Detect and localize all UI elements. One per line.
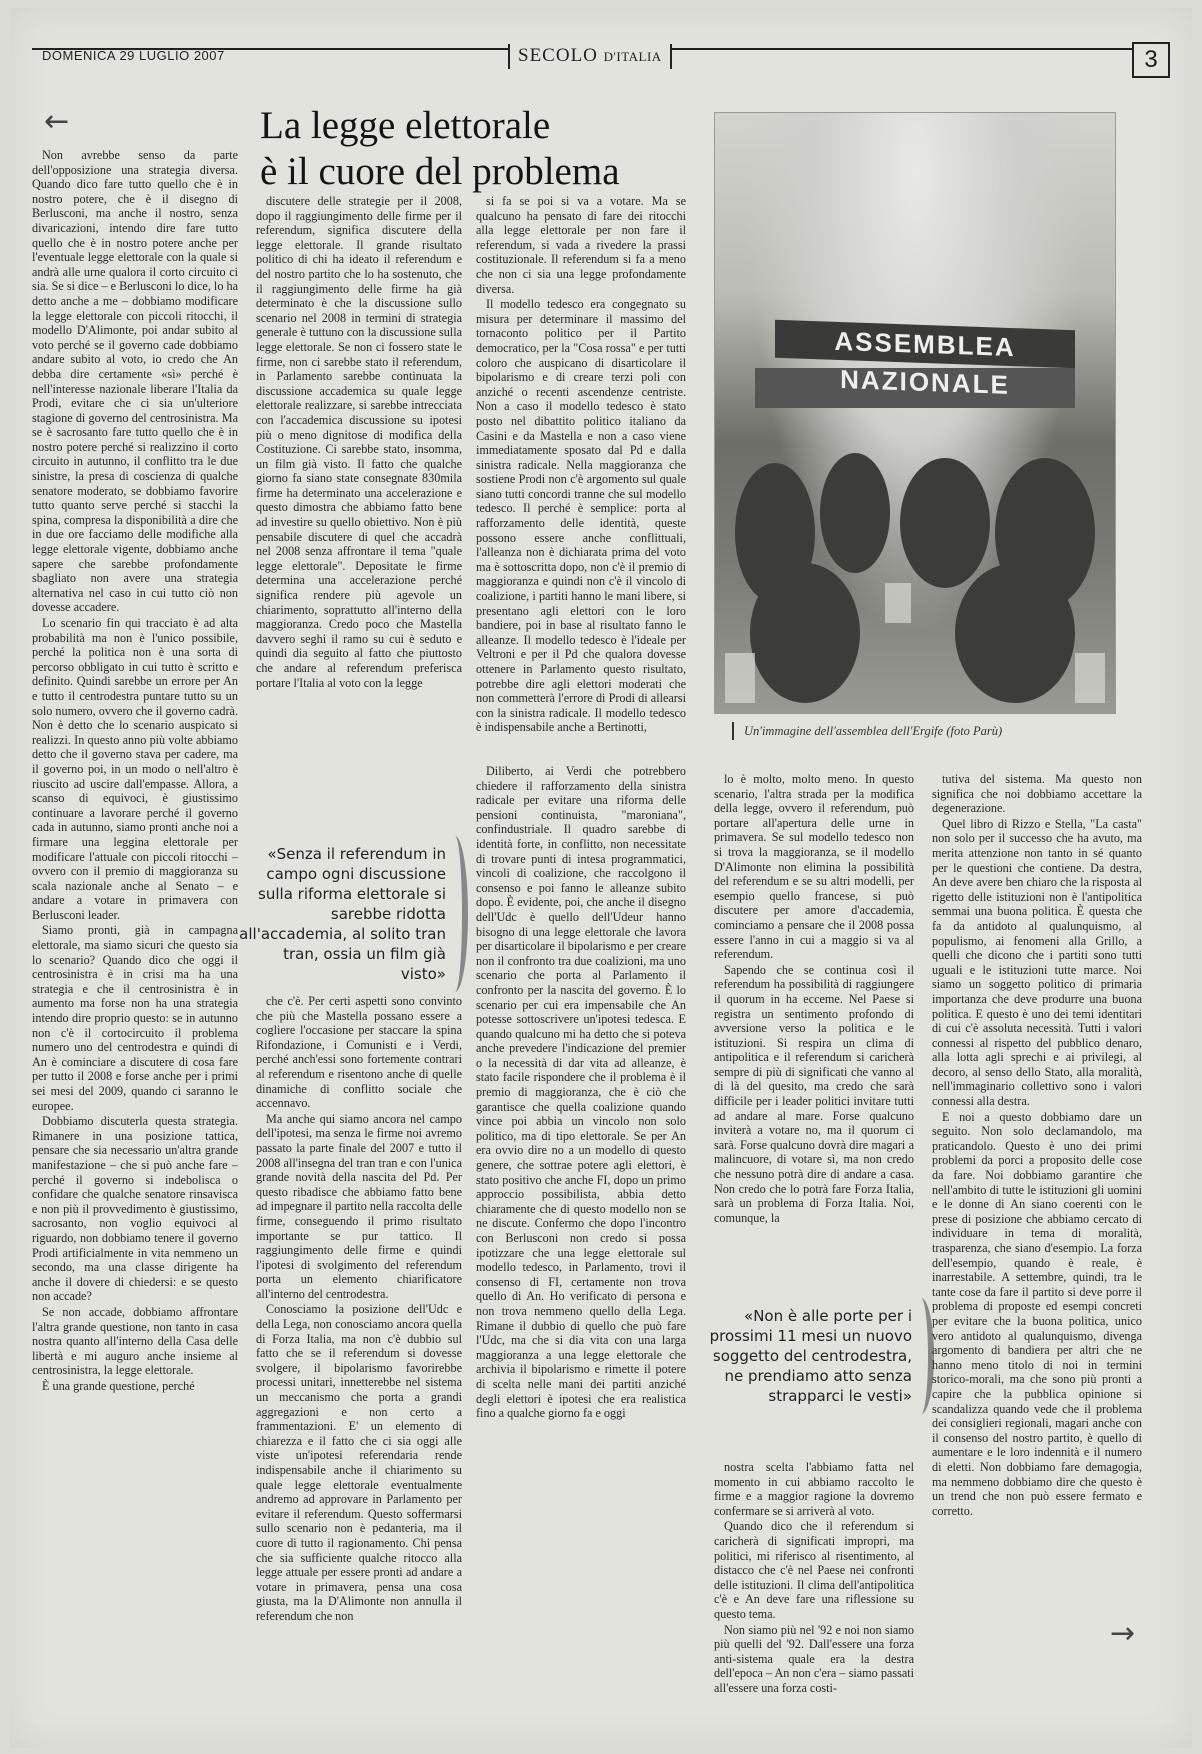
- text-column-3: [476, 194, 686, 794]
- article-paragraph: tutiva del sistema. Ma questo non significa che noi dobbiamo accettare la degenerazione.: [932, 772, 1142, 816]
- article-paragraph: Non avrebbe senso da parte dell'opposizione una strategia diversa. Quando dico fare tutto quello che è in nostro potere, che è il disegno di Berlusconi, ma anche il nostro, senza divaricazioni, intendo dire fare tutto quello che è in nostro potere anche per l'eventuale legge elettorale con la quale si andrà alle urne qualora il corto circuito ci sia. Se si dice – e Berlusconi lo dice, lo ha detto anche a me – dobbiamo modificare la legge elettorale con piccoli ritocchi, il modello D'Alimonte, poi andar subito al voto perché se il governo cade dobbiamo andare subito al voto, io credo che An debba dire certamente «sì» perché è nell'interesse nazionale liberare l'Italia da Prodi, evitare che ci sia un'ulteriore stagione di governo del centrosinistra. Ma se è sacrosanto fare tutto quello che è in nostro potere perché si realizzino il corto circuito in autunno, il conflitto tra le due sinistre, la presa di coscienza di qualche senatore moderato, se dobbiamo favorire tutto quanto serve perché si stacchi la spina, compresa la disponibilità a dire che in due ore facciamo delle modifiche alla legge elettorale vigente, dobbiamo anche sapere che sarebbe profondamente sbagliato non avere una strategia alternativa nel caso in cui tutto ciò non dovesse accadere.: [32, 148, 238, 615]
- pull-quote-1: [236, 844, 446, 984]
- article-paragraph: Siamo pronti, già in campagna elettorale, ma siamo sicuri che questo sia lo scenario? Quando dico che oggi il centrosinistra è in crisi ma ha una strategia e che il centrosinistra è in aumento ma forse non ha una strategia intendo dire proprio questo: se in autunno non c'è il cortocircuito il problema numero uno del centrodestra e quindi di An è cominciare a discutere di cosa fare per tutto il 2008 e forse anche per i primi sei mesi del 2009, quando ci saranno le europee.: [32, 923, 238, 1113]
- article-paragraph: lo è molto, molto meno. In questo scenario, l'altra strada per la modifica della legge, ovvero il referendum, può portare all'apertura delle urne in primavera. Se sul modello tedesco non si trova la maggioranza, se il modello D'Alimonte non elimina la possibilità del referendum e se su altri modelli, per esempio quello francese, si può discutere per amore d'accademia, cominciamo a pensare che il 2008 possa essere l'anno in cui a maggio si va al referendum.: [714, 772, 914, 962]
- masthead-suffix: D'ITALIA: [603, 49, 662, 64]
- article-paragraph: Quando dico che il referendum si caricherà di significati impropri, ma politici, mi riferisco al risentimento, al distacco che c'è nel Paese nei confronti delle istituzioni. Il clima dell'antipolitica c'è e An deve fare una riflessione su questo tema.: [714, 1519, 914, 1621]
- page-number: 3: [1132, 42, 1170, 78]
- pull-quote-2: [698, 1306, 912, 1406]
- headline-line-2: è il cuore del problema: [260, 150, 620, 193]
- text-column-6: [714, 772, 914, 1292]
- article-paragraph: Conosciamo la posizione dell'Udc e della Lega, non conosciamo ancora quella di Forza Italia, ma non c'è dubbio sul fatto che se il referendum si dovesse svolgere, il bipolarismo favorirebbe processi unitari, innetterebbe nel sistema un meccanismo che porta a grandi aggregazioni e non certo a frammentazioni. E' un elemento di chiarezza e il fatto che ci sia oggi alle viste un'ipotesi referendaria rende indispensabile anche il chiarimento su quale legge elettorale eventualmente andremo ad approvare in Parlamento per evitare il referendum. Questo soffermarsi sullo scenario non è pedanteria, ma il cuore di tutto il ragionamento. Chi pensa che sia sufficiente qualche ritocco alla legge attuale per essere pronti ad andare a votare in primavera, pensa una cosa giusta, ma la D'Alimonte non annulla il referendum che non: [256, 1302, 462, 1623]
- quote-bracket: [442, 836, 468, 992]
- arrow-right-icon[interactable]: →: [1110, 1616, 1136, 1651]
- article-headline: [260, 103, 730, 195]
- headline-line-1: La legge elettorale: [260, 104, 551, 147]
- masthead: [508, 44, 672, 69]
- photo-banner-text: ASSEMBLEA NAZIONALE: [775, 320, 1075, 368]
- assembly-photo: [714, 112, 1116, 714]
- issue-date: DOMENICA 29 LUGLIO 2007: [42, 48, 225, 63]
- pull-quote-1-text: «Senza il referendum in campo ogni discussione sulla riforma elettorale si sarebbe ridotta all'accademia, al solito tran tran, ossia un film già visto»: [239, 845, 446, 983]
- article-paragraph: Non siamo più nel '92 e noi non siamo più quelli del '92. Dall'essere una forza anti-sistema quale era la destra dell'epoca – An non c'era – siamo passati all'essere una forza costi-: [714, 1622, 914, 1695]
- photo-illustration: [715, 113, 1115, 713]
- article-paragraph: che c'è. Per certi aspetti sono convinto che più che Mastella possano essere a cogliere l'occasione per staccare la spina Rifondazione, i Comunisti e i Verdi, perché anch'essi sono fortemente contrari al referendum e risentono anche di quelle dinamiche di conflitto sociale che accennavo.: [256, 994, 462, 1111]
- masthead-title: SECOLO: [518, 45, 598, 66]
- article-paragraph: discutere delle strategie per il 2008, dopo il raggiungimento delle firme per il referendum, significa discutere della legge elettorale. Il grande risultato politico di chi ha ideato il referendum e del nostro partito che lo ha sostenuto, che il raggiungimento delle firme ha già determinato è che la discussione sullo scenario nel 2008 in termini di strategia generale è tuttuno con la discussione sulla legge elettorale. Se non ci fossero state le firme, non ci sarebbe stato il referendum, in Parlamento sarebbe continuata la discussione accademica su quale legge elettorale realizzare, si sarebbe intrecciata con l'accademica discussione su ipotesi più o meno dignitose di modifica della Costituzione. Ci sarebbe stato, insomma, un film già visto. Il fatto che qualche giorno fa siano state consegnate 830mila firme ha determinato una accelerazione e questo dimostra che abbiamo fatto bene ad investire su quello obiettivo. Non è più pensabile discutere di quel che accadrà nel 2008 senza affrontare il tema "quale legge elettorale". Depositate le firme determina una accelerazione perché significa rendere più agevole un chiarimento, soprattutto all'interno della maggioranza. Credo poco che Mastella davvero seghi il ramo su cui è seduto e quindi dia seguito al fatto che piuttosto che andare al referendum preferisca portare l'Italia al voto con la legge: [256, 194, 462, 690]
- article-paragraph: Dobbiamo discuterla questa strategia. Rimanere in una posizione tattica, pensare che sia necessario un'altra grande manifestazione – che si può anche fare – perché il governo si indebolisca o confidare che qualche senatore rinsavisca e non più il provvedimento è giustissimo, sacrosanto, non voglio equivoci al riguardo, non dobbiamo tenere il governo Prodi artificialmente in vita nemmeno un secondo, ma una classe dirigente ha anche il dovere di chiedersi: e se questo non accade?: [32, 1114, 238, 1304]
- article-paragraph: Sapendo che se continua così il referendum ha possibilità di raggiungere il quorum in ha ecceme. Nel Paese si registra un sentimento profondo di avversione verso la politica e le istituzioni. Si respira un clima di antipolitica e il referendum si caricherà sempre di più di significati che vanno al di là del quesito, ma credo che sarà difficile per i leader politici invitare tutti ad andare al mare. Forse qualcuno inviterà a votare no, ma il quorum ci sarà. Forse qualcuno dovrà dire magari a malincuore, di votare sì, ma non credo che nessuno potrà dire di andare a casa. Non credo che lo potrà fare Forza Italia, sarà un problema di Forza Italia. Noi, comunque, la: [714, 962, 914, 1225]
- pull-quote-2-text: «Non è alle porte per i prossimi 11 mesi un nuovo soggetto del centrodestra, ne prendiamo atto senza strapparci le vesti»: [709, 1307, 912, 1405]
- article-paragraph: Il modello tedesco era congegnato su misura per determinare il massimo del tornaconto politico per il Partito democratico, per la "Cosa rossa" e per tutti coloro che auspicano di disarticolare il bipolarismo e di creare terzi poli con anziché o recenti ascendenze centriste. Non a caso il modello tedesco è stato posto nel dibattito politico italiano da Casini e da Mastella e non a caso viene immediatamente sposato dal Pd e dalla sinistra radicale. Nella maggioranza che sostiene Prodi non c'è argomento sul quale siano tutti concordi tranne che sul modello tedesco. Il perché è semplice: porta al rafforzamento delle identità, queste possono essere anche conflittuali, l'alleanza non è dichiarata prima del voto ma è sottoscritta dopo, non c'è il premio di maggioranza e quindi non c'è il vincolo di coalizione, i partiti hanno le mani libere, si presentano agli elettori con le loro bandiere, poi in base al risultato fanno le alleanze. Il modello tedesco è l'ideale per Veltroni e per il Pd che qualora dovesse ottenere in Parlamento questo risultato, potrebbe dire agli elettori moderati che non commetterà l'errore di Prodi di allearsi con la sinistra radicale. Il modello tedesco è indispensabile anche a Bertinotti,: [476, 297, 686, 735]
- text-column-4: [256, 994, 462, 1738]
- article-paragraph: È una grande questione, perché: [42, 1378, 195, 1393]
- text-column-2: [256, 194, 462, 794]
- text-column-7: [932, 772, 1142, 1672]
- article-paragraph: Se non accade, dobbiamo affrontare l'altra grande questione, non tanto in casa nostra quanto all'interno della Casa delle libertà e mi auguro anche insieme al centrosinistra, la legge elettorale.: [32, 1304, 238, 1378]
- photo-audience: [735, 453, 1095, 703]
- article-paragraph: E noi a questo dobbiamo dare un seguito. Non solo declamandolo, ma praticandolo. Questo è uno dei primi problemi da porci a proposito delle cose da fare. Noi dobbiamo garantire che nell'ambito di tutte le istituzioni gli uomini e le donne di An siano coerenti con le prese di posizione che abbiamo cercato di individuare in tema di moralità, trasparenza, che siano d'esempio. La forza dell'esempio, quando è reale, è inarrestabile. A settembre, quindi, tra le tante cose da fare il partito si deve porre il problema di proposte ed esempi concreti per evitare che la buona politica, unico vero antidoto al qualunquismo, divenga argomento di bandiera per altri che ne hanno meno titolo di noi in termini storico-morali, ma che sono più pronti a capire che la pubblica opinione si scandalizza quando vede che il problema dei consiglieri regionali, magari anche con il consenso del nostro partito, è quello di aumentare e le loro indennità e il numero di eletti. Non dobbiamo fare demagogia, ma nemmeno dobbiamo dire che questo è un trend che non può essere fermato e corretto.: [932, 1109, 1142, 1518]
- text-column-1: [32, 148, 238, 1738]
- text-column-6b: [714, 1460, 914, 1738]
- photo-caption: Un'immagine dell'assemblea dell'Ergife (foto Parù): [732, 722, 1124, 740]
- quote-bracket: [908, 1298, 934, 1414]
- article-paragraph: Diliberto, ai Verdi che potrebbero chiedere il rafforzamento della sinistra radicale per evitare una riforma delle pensioni continuista, "maroniana", confindustriale. Il quadro sarebbe di identità forte, in conflitto, non necessitate di trovare punti di intesa programmatici, vincoli di coalizione, che raccolgono il consenso e poi fanno le alleanze subito dopo. È evidente, poi, che anche il disegno dell'Udc è quello dell'Udeur hanno bisogno di una legge elettorale che lavora per disarticolare il bipolarismo e per creare non il confronto tra due coalizioni, ma uno scenario che porta al Parlamento il confronto per la nascita del governo. È lo scenario per cui era impensabile che An potesse sottoscrivere un'ipotesi tedesca. E quando qualcuno mi ha detto che si poteva anche prevedere l'indicazione del premier o la necessità di dar vita ad alleanze, è stato facile rispondere che il problema è il premio di maggioranza, che è ciò che garantisce che quella coalizione quando vince poi abbia un vincolo non solo politico, ma di tipo elettorale. Se per An era ovvio dire no a un modello di questo genere, che sottrae potere agli elettori, è stato positivo che anche FI, dopo un primo approccio possibilista, abbia detto chiaramente che di questo modello non se ne discute. Confermo che dopo l'incontro con Berlusconi non credo si possa ipotizzare che una legge elettorale sul modello tedesco, in Parlamento, trovi il consenso di FI, certamente non trova quello di An. Ho verificato di persona e non trova nemmeno quello della Lega. Rimane il dubbio di quello che può fare l'Udc, ma che si dia vita con una larga maggioranza a una legge elettorale che archivia il bipolarismo e rimette il potere di scelta nelle mani dei partiti anziché degli elettori è ipotesi che era realistica fino a qualche giorno fa e oggi: [476, 764, 686, 1421]
- article-paragraph: Ma anche qui siamo ancora nel campo dell'ipotesi, ma senza le firme noi avremo passato la parte finale del 2007 e tutto il 2008 all'insegna del tran tran e con l'unica grande novità della nascita del Pd. Per questo ribadisce che abbiamo fatto bene ad impegnare il partito nella raccolta delle firme, conseguendo il primo risultato importante se pur tattico. Il raggiungimento delle firme e quindi l'ipotesi di svolgimento del referendum porta un elemento chiarificatore all'interno del centrodestra.: [256, 1111, 462, 1301]
- page-header: [32, 44, 1170, 78]
- text-column-5: [476, 764, 686, 1738]
- article-paragraph: si fa se poi si va a votare. Ma se qualcuno ha pensato di fare dei ritocchi alla legge elettorale per non fare il referendum, si vada a rivedere la prassi costituzionale. Il referendum si fa a meno che non ci sia una legge profondamente diversa.: [476, 194, 686, 296]
- newspaper-page: [10, 8, 1192, 1748]
- article-paragraph: Lo scenario fin qui tracciato è ad alta probabilità ma non è l'unico possibile, perché la politica non è una sorta di percorso obbligato in cui tutto è scritto e definito. Quindi sarebbe un errore per An e tutto il centrodestra puntare tutto su un solo numero, ovvero che il governo cadrà. Non è detto che lo scenario auspicato si realizzi. In questo anno più volte abbiamo detto che il governo stava per cadere, ma il governo poi, in un modo o nell'altro è riuscito ad uscire dall'empasse. Allora, a scanso di equivoci, è giustissimo continuare a lavorare perché il governo cada in autunno, siamo pronti anche noi a firmare una leggina elettorale per modificare l'attuale con piccoli ritocchi – ovvero con il premio di maggioranza su scala nazionale anche al Senato – e andare a votare in primavera con Berlusconi leader.: [32, 616, 238, 922]
- article-paragraph: Quel libro di Rizzo e Stella, "La casta" non solo per il successo che ha avuto, ma merita attenzione non tanto in sé quanto per le questioni che contiene. Da destra, An deve avere ben chiaro che la risposta al rigetto delle istituzioni non è l'antipolitica semmai una buona politica. È questa che fa da antidoto al qualunquismo, al populismo, ai fenomeni alla Grillo, a quelli che dicono che i partiti sono tutti uguali e le istituzioni tutte marce. Noi siamo un soggetto politico di primaria importanza che deve produrre una buona politica. E questo è uno dei temi identitari di cui c'è assoluta necessità. Tutti i valori connessi al rispetto del pubblico denaro, alla lotta agli sprechi e ai privilegi, al decoro, al senso dello Stato, alla moralità, nell'immaginario collettivo sono i valori connessi alla destra.: [932, 816, 1142, 1109]
- article-paragraph: nostra scelta l'abbiamo fatta nel momento in cui abbiamo raccolto le firme e a maggior ragione la dovremo confermare se si arriverà al voto.: [714, 1460, 914, 1518]
- arrow-left-icon[interactable]: ←: [44, 104, 70, 139]
